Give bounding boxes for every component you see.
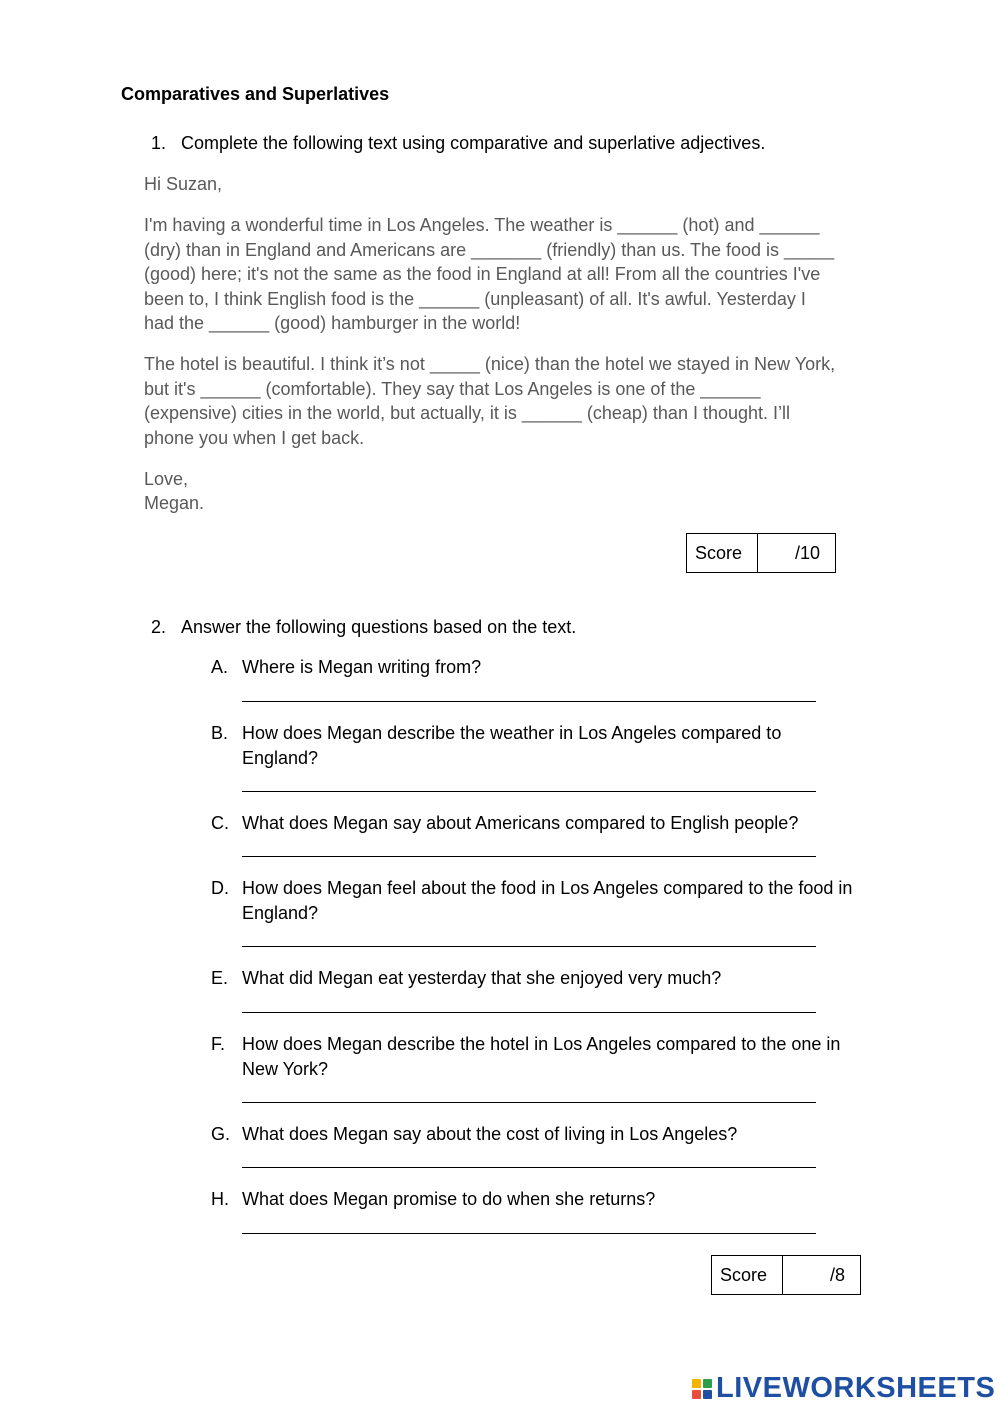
question-text: How does Megan describe the hotel in Los Angeles compared to the one in New York?: [242, 1034, 841, 1079]
question-text: What did Megan eat yesterday that she enjoyed very much?: [242, 968, 722, 988]
question-h: [211, 1187, 871, 1212]
question-2-heading: [151, 615, 851, 639]
liveworksheets-logo: [692, 1372, 995, 1405]
question-text: What does Megan say about Americans compared to English people?: [242, 813, 799, 833]
question-g: [211, 1122, 871, 1147]
logo-square: [703, 1379, 712, 1388]
question-d: [211, 876, 871, 925]
logo-square: [692, 1379, 701, 1388]
question-letter: D.: [211, 878, 229, 898]
question-text: How does Megan feel about the food in Los Angeles compared to the food in England?: [242, 878, 853, 923]
answer-line-h[interactable]: [242, 1233, 816, 1234]
score-label: Score: [687, 534, 758, 572]
text-line: been to, I think English food is the ______ (unpleasant) of all. It's awful. Yesterday I: [144, 288, 806, 309]
letter-paragraph-2: [144, 352, 864, 450]
question-letter: A.: [211, 657, 229, 677]
text-line: The hotel is beautiful. I think it’s not _____ (nice) than the hotel we stayed in New York,: [144, 354, 836, 374]
letter-closing: [144, 467, 864, 516]
text-line: I'm having a wonderful time in Los Angeles. The weather is ______ (hot) and ______: [144, 215, 820, 235]
question-number: 1.: [151, 133, 167, 153]
logo-square: [692, 1390, 701, 1399]
logo-text: LIVEWORKSHEETS: [716, 1372, 996, 1404]
question-text: What does Megan promise to do when she returns?: [242, 1189, 656, 1209]
question-1-heading: [151, 131, 851, 155]
answer-line-d[interactable]: [242, 946, 816, 947]
question-b: [211, 721, 871, 770]
question-letter: E.: [211, 968, 229, 988]
question-letter: H.: [211, 1189, 229, 1209]
answer-line-f[interactable]: [242, 1102, 816, 1103]
score-box-1: [686, 533, 836, 573]
score-total: /8: [829, 1264, 845, 1285]
question-c: [211, 811, 871, 836]
question-text: What does Megan say about the cost of living in Los Angeles?: [242, 1124, 738, 1144]
signature: Megan.: [144, 493, 205, 513]
page-title: Comparatives and Superlatives: [121, 84, 390, 104]
text-line: (dry) than in England and Americans are _______ (friendly) than us. The food is _____: [144, 239, 835, 260]
logo-square: [703, 1390, 712, 1399]
closing-word: Love,: [144, 468, 189, 489]
logo-grid-icon: [692, 1379, 712, 1399]
question-instruction: Complete the following text using comparative and superlative adjectives.: [181, 133, 766, 153]
answer-line-a[interactable]: [242, 701, 816, 702]
question-a: [211, 655, 871, 680]
letter-paragraph-1: [144, 213, 864, 336]
question-letter: B.: [211, 723, 229, 743]
answer-line-c[interactable]: [242, 856, 816, 857]
score-box-2: [711, 1255, 861, 1295]
question-letter: C.: [211, 813, 229, 833]
score-label: Score: [712, 1256, 783, 1294]
answer-line-g[interactable]: [242, 1167, 816, 1168]
answer-line-b[interactable]: [242, 791, 816, 792]
question-e: [211, 966, 871, 991]
text-line: but it's ______ (comfortable). They say that Los Angeles is one of the ______: [144, 378, 761, 399]
letter-greeting: Hi Suzan,: [144, 174, 223, 194]
question-letter: F.: [211, 1034, 226, 1054]
letter-text: [144, 172, 864, 516]
answer-line-e[interactable]: [242, 1012, 816, 1013]
question-text: How does Megan describe the weather in Los Angeles compared to England?: [242, 723, 782, 768]
text-line: phone you when I get back.: [144, 427, 365, 448]
question-f: [211, 1032, 871, 1081]
text-line: (good) here; it's not the same as the food in England at all! From all the countries I've: [144, 264, 821, 284]
question-number: 2.: [151, 617, 167, 637]
score-total: /10: [794, 542, 820, 563]
text-line: (expensive) cities in the world, but actually, it is ______ (cheap) than I thought. I’ll: [144, 403, 791, 423]
question-letter: G.: [211, 1124, 231, 1144]
question-text: Where is Megan writing from?: [242, 657, 482, 677]
question-instruction: Answer the following questions based on the text.: [181, 617, 577, 637]
text-line: had the ______ (good) hamburger in the world!: [144, 313, 521, 333]
